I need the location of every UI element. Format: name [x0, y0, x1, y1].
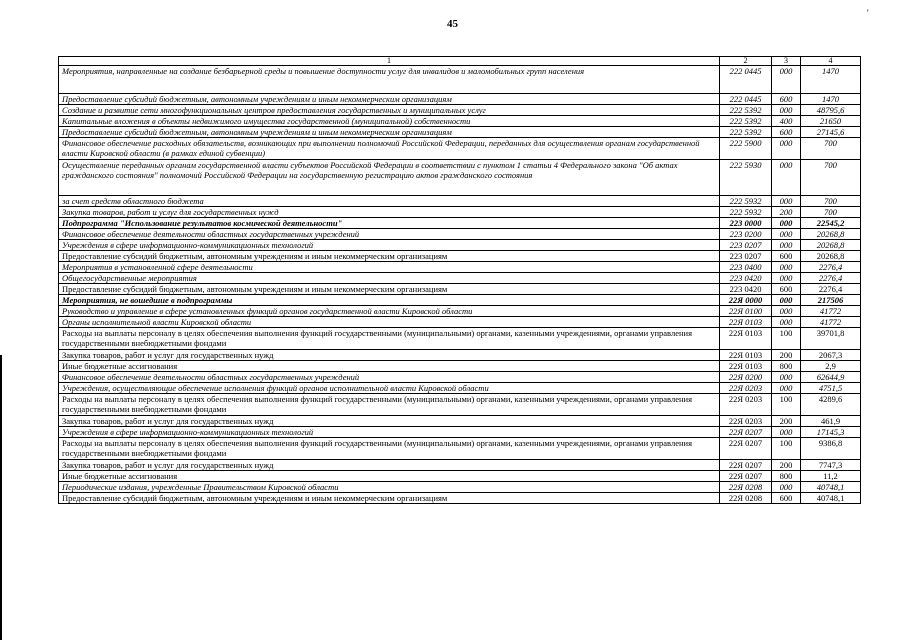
row-code: 22Я 0208 [720, 493, 772, 504]
row-expense-type: 600 [772, 284, 801, 295]
row-code: 22Я 0103 [720, 350, 772, 361]
table-row [59, 251, 861, 262]
table-row [59, 240, 861, 251]
row-amount: 700 [801, 160, 861, 196]
table-row [59, 438, 861, 460]
row-code: 223 0207 [720, 240, 772, 251]
row-description: Предоставление субсидий бюджетным, автономным учреждениям и иным некоммерческим организациям [59, 127, 720, 138]
row-amount: 2067,3 [801, 350, 861, 361]
row-amount: 700 [801, 196, 861, 207]
table-row [59, 427, 861, 438]
row-amount: 217506 [801, 295, 861, 306]
table-row [59, 66, 861, 94]
row-description: Финансовое обеспечение деятельности областных государственных учреждений [59, 229, 720, 240]
row-amount: 2276,4 [801, 273, 861, 284]
row-code: 222 0445 [720, 94, 772, 105]
row-amount: 48795,6 [801, 105, 861, 116]
row-amount: 2276,4 [801, 284, 861, 295]
row-description: Расходы на выплаты персоналу в целях обеспечения выполнения функций государственными (муниципальными) органами, казенными учреждениями, органами управления государственными внебюджетными фондами [59, 394, 720, 416]
table-row [59, 127, 861, 138]
row-description: Органы исполнительной власти Кировской области [59, 317, 720, 328]
row-amount: 700 [801, 207, 861, 218]
row-code: 222 5930 [720, 160, 772, 196]
row-code: 22Я 0203 [720, 394, 772, 416]
row-description: Закупка товаров, работ и услуг для государственных нужд [59, 350, 720, 361]
row-description: за счет средств областного бюджета [59, 196, 720, 207]
row-description: Закупка товаров, работ и услуг для государственных нужд [59, 460, 720, 471]
row-expense-type: 200 [772, 350, 801, 361]
table-row [59, 394, 861, 416]
row-amount: 39701,8 [801, 328, 861, 350]
table-row [59, 94, 861, 105]
row-expense-type: 000 [772, 105, 801, 116]
row-code: 222 0445 [720, 66, 772, 94]
table-row [59, 383, 861, 394]
row-description: Расходы на выплаты персоналу в целях обеспечения выполнения функций государственными (муниципальными) органами, казенными учреждениями, органами управления государственными внебюджетными фондами [59, 438, 720, 460]
row-code: 223 0420 [720, 284, 772, 295]
table-row [59, 160, 861, 196]
header-row [59, 57, 861, 66]
table-row [59, 273, 861, 284]
row-amount: 2,9 [801, 361, 861, 372]
row-expense-type: 000 [772, 482, 801, 493]
table-row [59, 105, 861, 116]
row-description: Предоставление субсидий бюджетным, автономным учреждениям и иным некоммерческим организациям [59, 284, 720, 295]
row-code: 22Я 0207 [720, 438, 772, 460]
row-description: Мероприятия, направленные на создание безбарьерной среды и повышение доступности услуг для инвалидов и маломобильных групп населения [59, 66, 720, 94]
table-row [59, 350, 861, 361]
row-description: Создание и развитие сети многофункциональных центров предоставления государственных и муниципальных услуг [59, 105, 720, 116]
row-expense-type: 000 [772, 383, 801, 394]
row-amount: 17145,3 [801, 427, 861, 438]
row-code: 222 5932 [720, 207, 772, 218]
row-code: 223 0200 [720, 229, 772, 240]
row-expense-type: 000 [772, 138, 801, 160]
table-row [59, 361, 861, 372]
table-row [59, 218, 861, 229]
row-code: 22Я 0103 [720, 317, 772, 328]
row-code: 22Я 0103 [720, 361, 772, 372]
row-amount: 7747,3 [801, 460, 861, 471]
row-description: Учреждения, осуществляющие обеспечение исполнения функций органов исполнительной власти Кировской области [59, 383, 720, 394]
row-expense-type: 200 [772, 207, 801, 218]
page-number: 45 [447, 18, 458, 30]
header-col-1: 1 [59, 57, 720, 66]
row-expense-type: 600 [772, 94, 801, 105]
row-code: 222 5392 [720, 105, 772, 116]
table-row [59, 116, 861, 127]
row-amount: 21650 [801, 116, 861, 127]
row-amount: 41772 [801, 306, 861, 317]
row-code: 22Я 0203 [720, 416, 772, 427]
row-description: Предоставление субсидий бюджетным, автономным учреждениям и иным некоммерческим организациям [59, 94, 720, 105]
row-code: 22Я 0207 [720, 427, 772, 438]
row-expense-type: 000 [772, 196, 801, 207]
row-code: 22Я 0207 [720, 460, 772, 471]
row-expense-type: 000 [772, 262, 801, 273]
row-expense-type: 200 [772, 460, 801, 471]
row-code: 22Я 0208 [720, 482, 772, 493]
row-expense-type: 600 [772, 493, 801, 504]
row-amount: 11,2 [801, 471, 861, 482]
row-code: 22Я 0200 [720, 372, 772, 383]
row-expense-type: 000 [772, 427, 801, 438]
row-expense-type: 000 [772, 317, 801, 328]
row-amount: 27145,6 [801, 127, 861, 138]
header-col-4: 4 [801, 57, 861, 66]
row-expense-type: 000 [772, 240, 801, 251]
table-row [59, 306, 861, 317]
row-code: 22Я 0103 [720, 328, 772, 350]
table-row [59, 460, 861, 471]
row-expense-type: 100 [772, 328, 801, 350]
row-code: 223 0000 [720, 218, 772, 229]
row-description: Общегосударственные мероприятия [59, 273, 720, 284]
row-expense-type: 000 [772, 160, 801, 196]
row-expense-type: 100 [772, 438, 801, 460]
row-expense-type: 600 [772, 251, 801, 262]
row-amount: 1470 [801, 94, 861, 105]
row-expense-type: 000 [772, 66, 801, 94]
row-amount: 40748,1 [801, 493, 861, 504]
row-description: Иные бюджетные ассигнования [59, 471, 720, 482]
row-amount: 700 [801, 138, 861, 160]
row-code: 22Я 0100 [720, 306, 772, 317]
table-row [59, 372, 861, 383]
table-row [59, 328, 861, 350]
row-expense-type: 000 [772, 372, 801, 383]
budget-table-body [59, 57, 861, 504]
row-description: Финансовое обеспечение расходных обязательств, возникающих при выполнении полномочий Российской Федерации, переданных для осуществления органам государственной власти Кировской области (в рамках единой субвенции) [59, 138, 720, 160]
row-expense-type: 800 [772, 361, 801, 372]
row-description: Осуществление переданных органам государственной власти субъектов Российской Федерации в соответствии с пунктом 1 статьи 4 Федерального закона "Об актах гражданского состояния" полномочий Российской Федерации на государственную регистрацию актов гражданского состояния [59, 160, 720, 196]
row-amount: 1470 [801, 66, 861, 94]
row-description: Мероприятия в установленной сфере деятельности [59, 262, 720, 273]
table-row [59, 471, 861, 482]
row-expense-type: 800 [772, 471, 801, 482]
row-code: 223 0400 [720, 262, 772, 273]
row-description: Руководство и управление в сфере установленных функций органов государственной власти Кировской области [59, 306, 720, 317]
row-amount: 9386,8 [801, 438, 861, 460]
row-amount: 20268,8 [801, 251, 861, 262]
row-description: Учреждения в сфере информационно-коммуникационных технологий [59, 427, 720, 438]
row-expense-type: 000 [772, 306, 801, 317]
row-amount: 62644,9 [801, 372, 861, 383]
row-description: Мероприятия, не вошедшие в подпрограммы [59, 295, 720, 306]
row-description: Закупка товаров, работ и услуг для государственных нужд [59, 416, 720, 427]
row-code: 222 5900 [720, 138, 772, 160]
table-row [59, 138, 861, 160]
header-col-2: 2 [720, 57, 772, 66]
table-row [59, 229, 861, 240]
row-amount: 20268,8 [801, 240, 861, 251]
row-code: 22Я 0000 [720, 295, 772, 306]
row-amount: 41772 [801, 317, 861, 328]
row-expense-type: 000 [772, 218, 801, 229]
table-row [59, 207, 861, 218]
row-code: 22Я 0207 [720, 471, 772, 482]
row-amount: 4289,6 [801, 394, 861, 416]
header-col-3: 3 [772, 57, 801, 66]
row-description: Финансовое обеспечение деятельности областных государственных учреждений [59, 372, 720, 383]
table-row [59, 196, 861, 207]
table-row [59, 284, 861, 295]
table-row [59, 493, 861, 504]
row-description: Предоставление субсидий бюджетным, автономным учреждениям и иным некоммерческим организациям [59, 493, 720, 504]
table-row [59, 295, 861, 306]
row-amount: 2276,4 [801, 262, 861, 273]
left-margin-rule [0, 355, 2, 640]
row-code: 222 5392 [720, 116, 772, 127]
row-amount: 461,9 [801, 416, 861, 427]
row-description: Расходы на выплаты персоналу в целях обеспечения выполнения функций государственными (муниципальными) органами, казенными учреждениями, органами управления государственными внебюджетными фондами [59, 328, 720, 350]
row-expense-type: 200 [772, 416, 801, 427]
row-expense-type: 000 [772, 229, 801, 240]
row-amount: 22545,2 [801, 218, 861, 229]
row-description: Периодические издания, учрежденные Правительством Кировской области [59, 482, 720, 493]
row-description: Капитальные вложения в объекты недвижимого имущества государственной (муниципальной) собственности [59, 116, 720, 127]
row-expense-type: 400 [772, 116, 801, 127]
row-amount: 4751,5 [801, 383, 861, 394]
row-code: 22Я 0203 [720, 383, 772, 394]
table-row [59, 262, 861, 273]
row-expense-type: 100 [772, 394, 801, 416]
row-code: 223 0207 [720, 251, 772, 262]
row-code: 222 5392 [720, 127, 772, 138]
row-amount: 20268,8 [801, 229, 861, 240]
row-expense-type: 000 [772, 273, 801, 284]
row-description: Предоставление субсидий бюджетным, автономным учреждениям и иным некоммерческим организациям [59, 251, 720, 262]
table-row [59, 317, 861, 328]
row-description: Иные бюджетные ассигнования [59, 361, 720, 372]
row-expense-type: 000 [772, 295, 801, 306]
table-row [59, 482, 861, 493]
table-row [59, 416, 861, 427]
row-expense-type: 600 [772, 127, 801, 138]
row-code: 222 5932 [720, 196, 772, 207]
row-description: Подпрограмма "Использование результатов космической деятельности" [59, 218, 720, 229]
budget-table [58, 56, 861, 504]
corner-mark: ' [867, 8, 869, 18]
row-description: Учреждения в сфере информационно-коммуникационных технологий [59, 240, 720, 251]
row-code: 223 0420 [720, 273, 772, 284]
row-amount: 40748,1 [801, 482, 861, 493]
row-description: Закупка товаров, работ и услуг для государственных нужд [59, 207, 720, 218]
